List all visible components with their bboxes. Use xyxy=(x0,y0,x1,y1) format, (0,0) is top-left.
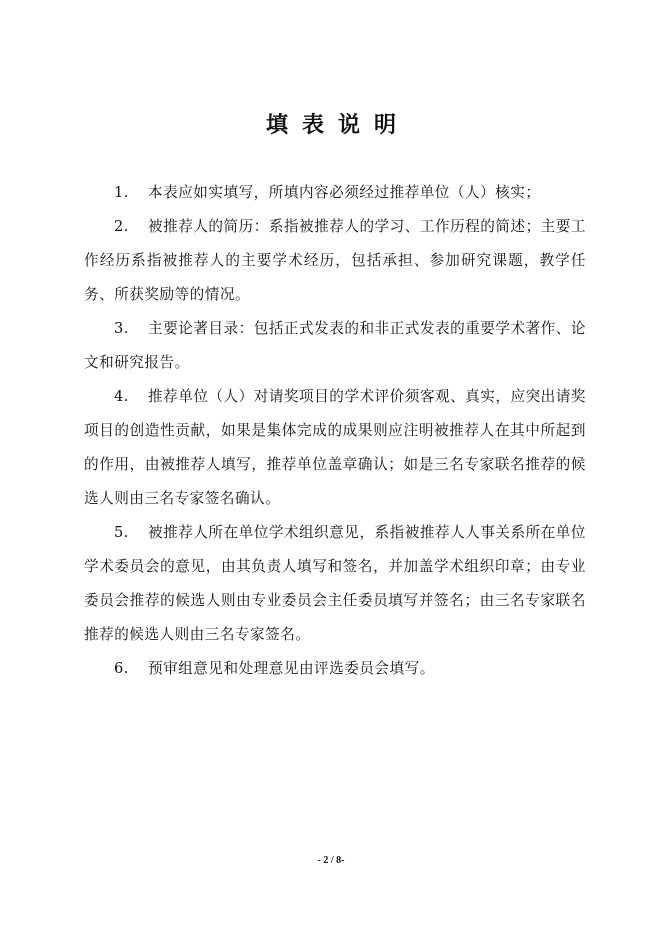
item-text: 主要论著目录：包括正式发表的和非正式发表的重要学术著作、论文和研究报告。 xyxy=(84,320,586,371)
item-number: 3. xyxy=(114,320,129,337)
instruction-item xyxy=(84,312,586,380)
instruction-item xyxy=(84,652,586,686)
item-text: 预审组意见和处理意见由评选委员会填写。 xyxy=(148,660,435,677)
instruction-item xyxy=(84,380,586,516)
page-number: - 2 / 8- xyxy=(317,855,345,866)
instruction-item xyxy=(84,176,586,210)
item-text: 被推荐人的简历：系指被推荐人的学习、工作历程的简述；主要工作经历系指被推荐人的主要学术经历，包括承担、参加研究课题，教学任务、所获奖励等的情况。 xyxy=(84,218,586,303)
item-text: 本表应如实填写，所填内容必须经过推荐单位（人）核实； xyxy=(148,184,541,201)
item-text: 被推荐人所在单位学术组织意见，系指被推荐人人事关系所在单位学术委员会的意见，由其负责人填写和签名，并加盖学术组织印章；由专业委员会推荐的候选人则由专业委员会主任委员填写并签名；由三名专家联名推荐的候选人则由三名专家签名。 xyxy=(84,524,586,643)
item-number: 4. xyxy=(114,388,129,405)
instructions-list xyxy=(84,176,586,686)
item-number: 6. xyxy=(114,660,129,677)
page-title: 填表说明 xyxy=(265,112,410,138)
instruction-item xyxy=(84,516,586,652)
item-number: 1. xyxy=(114,184,129,201)
item-number: 5. xyxy=(114,524,129,541)
item-number: 2. xyxy=(114,218,129,235)
item-text: 推荐单位（人）对请奖项目的学术评价须客观、真实，应突出请奖项目的创造性贡献，如果是集体完成的成果则应注明被推荐人在其中所起到的作用，由被推荐人填写，推荐单位盖章确认；如是三名专家联名推荐的候选人则由三名专家签名确认。 xyxy=(84,388,586,507)
instruction-item xyxy=(84,210,586,312)
